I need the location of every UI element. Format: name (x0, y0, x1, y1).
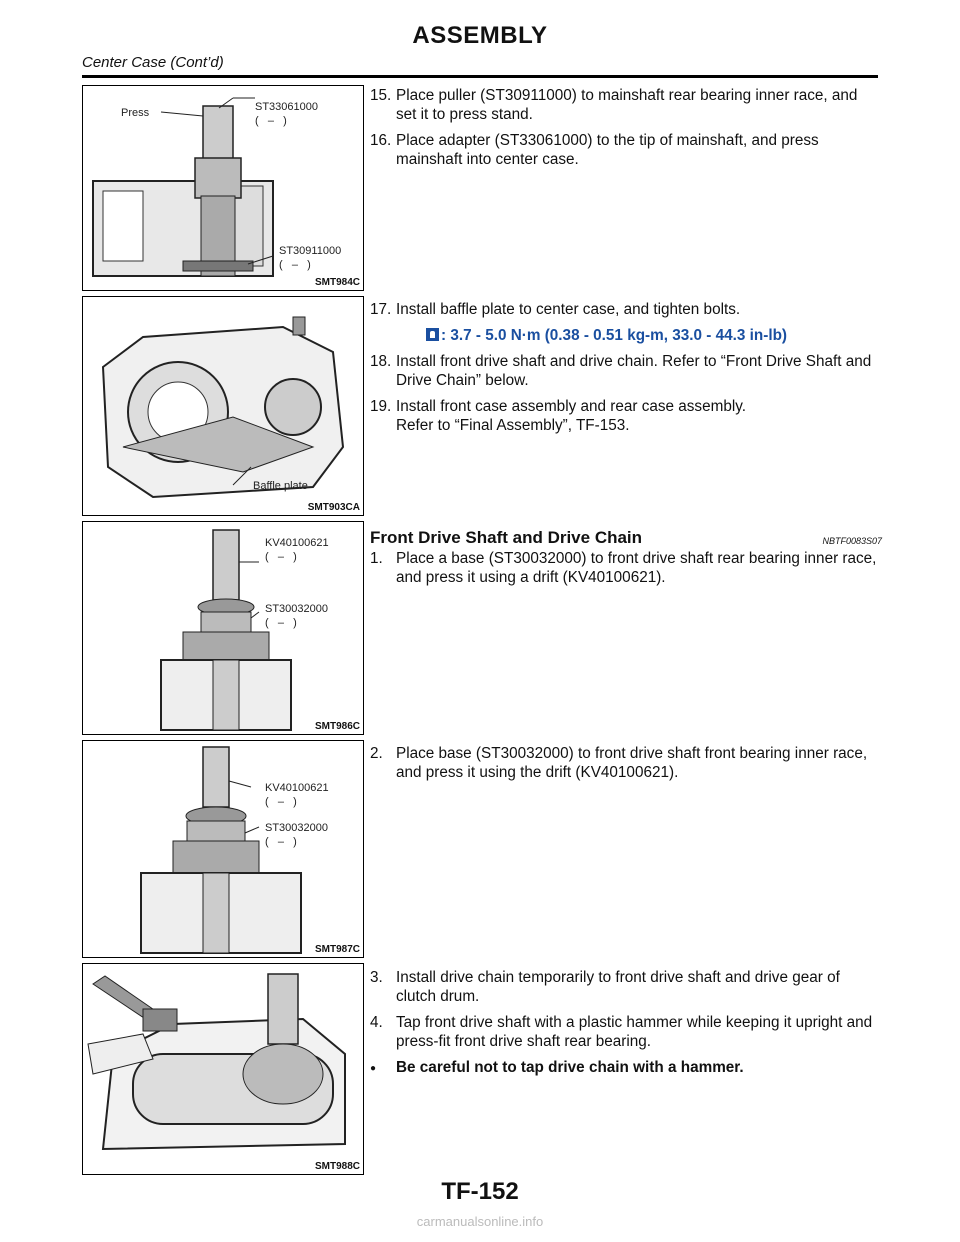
section-title: Front Drive Shaft and Drive Chain NBTF0083S07 (370, 528, 882, 547)
figure-smt988c-drawing (83, 964, 363, 1174)
figure-code: SMT987C (314, 944, 360, 955)
figure-smt984c (82, 85, 364, 291)
page-title: ASSEMBLY (412, 22, 548, 49)
step-3: 3. Install drive chain temporarily to front drive shaft and drive gear of clutch drum. (370, 969, 840, 1005)
figure-smt903ca (82, 296, 364, 516)
page-subtitle: Center Case (Cont’d) (82, 54, 224, 71)
figure-smt987c (82, 740, 364, 958)
figure-code: SMT903CA (307, 502, 360, 513)
figure-smt988c (82, 963, 364, 1175)
section-code: NBTF0083S07 (822, 536, 882, 546)
label-st30032000: ST30032000 ( – ) (265, 603, 328, 629)
step-4: 4. Tap front drive shaft with a plastic hammer while keeping it upright and press-fit front drive shaft rear bearing. (370, 1014, 873, 1050)
step-19: 19. Install front case assembly and rear case assembly. Refer to “Final Assembly”, TF-153. (370, 398, 746, 434)
text-block-5 (370, 968, 882, 1078)
step-19-reference: Refer to “Final Assembly”, TF-153. (396, 417, 630, 434)
figure-smt986c (82, 521, 364, 735)
text-block-1 (370, 86, 882, 176)
caution-note: ● Be careful not to tap drive chain with a hammer. (370, 1059, 744, 1076)
label-kv40100621: KV40100621 ( – ) (265, 537, 329, 563)
watermark: carmanualsonline.info (416, 1214, 544, 1229)
label-kv40100621: KV40100621 ( – ) (265, 782, 329, 808)
label-st33061000: ST33061000 ( – ) (255, 101, 318, 127)
figure-code: SMT988C (314, 1161, 360, 1172)
label-press: Press (121, 107, 150, 119)
figure-code: SMT984C (314, 277, 360, 288)
step-2: 2. Place base (ST30032000) to front drive shaft front bearing inner race, and press it using the drift (KV40100621). (370, 745, 868, 781)
torque-spec: : 3.7 - 5.0 N·m (0.38 - 0.51 kg-m, 33.0 - 44.3 in-lb) (370, 326, 882, 345)
figure-smt987c-drawing (83, 741, 363, 957)
step-17: 17. Install baffle plate to center case, and tighten bolts. (370, 301, 741, 318)
step-16: 16. Place adapter (ST33061000) to the tip of mainshaft, and press mainshaft into center case. (370, 132, 819, 168)
text-block-4 (370, 744, 882, 789)
step-15: 15. Place puller (ST30911000) to mainshaft rear bearing inner race, and set it to press stand. (370, 87, 858, 123)
step-1: 1. Place a base (ST30032000) to front drive shaft rear bearing inner race, and press it using a drift (KV40100621). (370, 550, 877, 586)
header-rule (82, 75, 878, 78)
bullet-icon: ● (370, 1063, 377, 1074)
label-st30032000: ST30032000 ( – ) (265, 822, 328, 848)
page-number: TF-152 (441, 1178, 519, 1205)
text-block-3 (370, 528, 882, 594)
figure-code: SMT986C (314, 721, 360, 732)
torque-wrench-icon (426, 328, 439, 341)
label-baffle-plate: Baffle plate (253, 480, 308, 492)
label-st30911000: ST30911000 ( – ) (279, 245, 342, 271)
step-18: 18. Install front drive shaft and drive chain. Refer to “Front Drive Shaft and Drive Chain” below. (370, 353, 872, 389)
text-block-2 (370, 300, 882, 442)
figure-smt903ca-drawing (83, 297, 363, 515)
